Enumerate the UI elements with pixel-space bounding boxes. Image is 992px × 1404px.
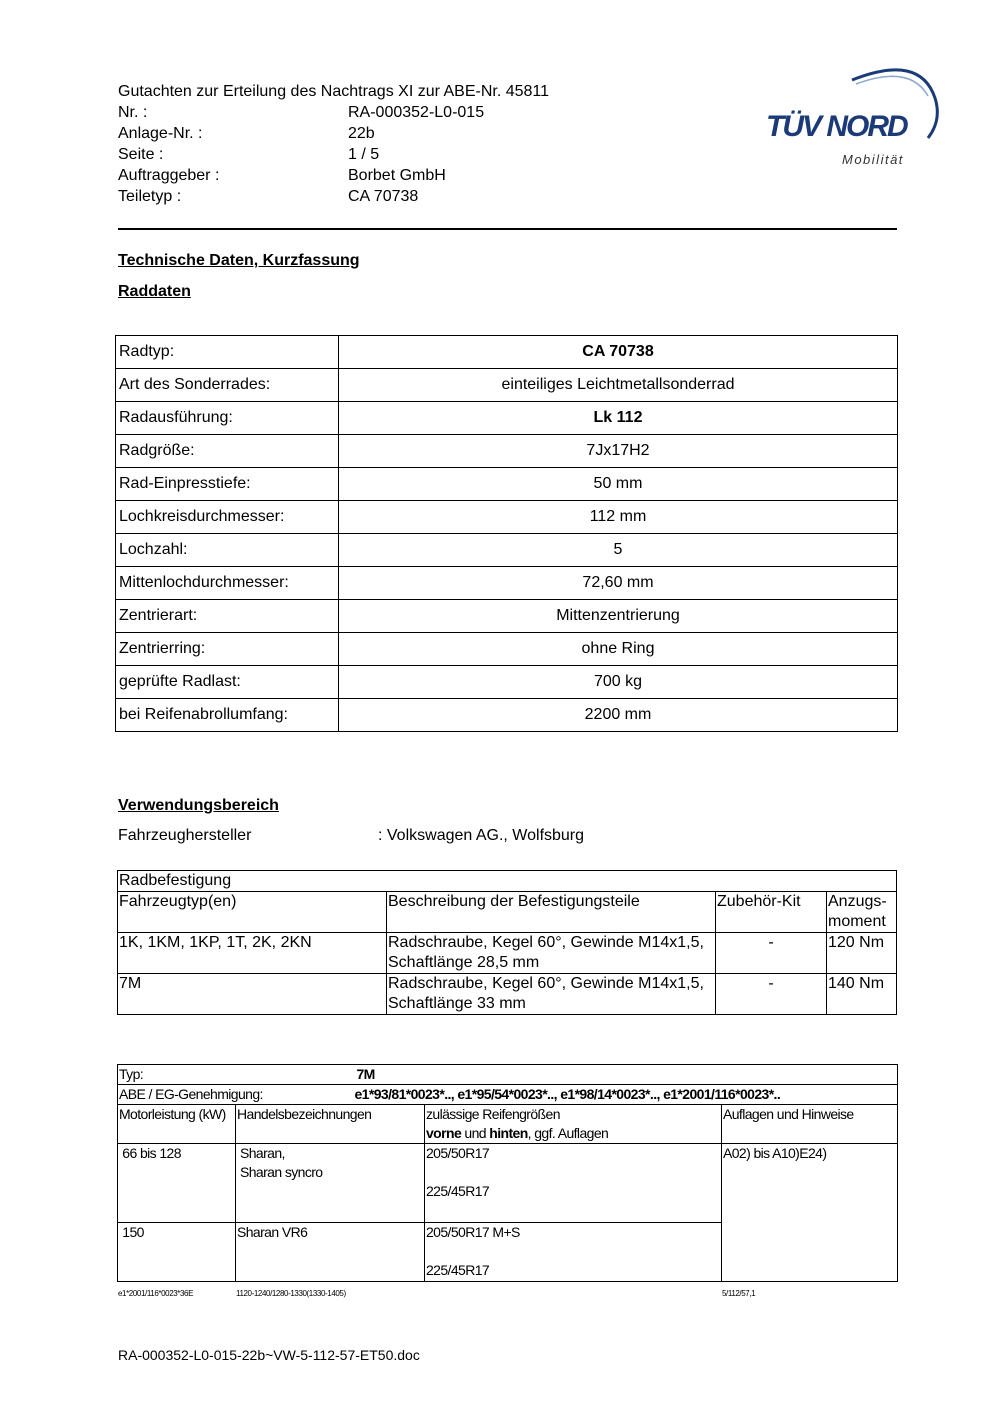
raddaten-label: Radtyp: xyxy=(116,336,339,369)
befest-beschreibung: Radschraube, Kegel 60°, Gewinde M14x1,5, Schaftlänge 33 mm xyxy=(387,974,716,1015)
raddaten-value: ohne Ring xyxy=(339,633,898,666)
tires-cell xyxy=(425,1223,722,1282)
table-row xyxy=(116,468,898,501)
tire-line: 205/50R17 xyxy=(426,1145,490,1161)
table-row xyxy=(116,402,898,435)
header-field-value: CA 70738 xyxy=(348,188,419,205)
section-title-tech: Technische Daten, Kurzfassung xyxy=(118,252,360,269)
header-field-label: Seite : xyxy=(118,146,164,163)
raddaten-value: Lk 112 xyxy=(339,402,898,435)
header-field-value: RA-000352-L0-015 xyxy=(348,104,485,121)
header-field-row xyxy=(118,186,678,207)
table-row xyxy=(116,435,898,468)
names-cell xyxy=(236,1223,425,1282)
table-row xyxy=(118,974,897,1015)
raddaten-value: CA 70738 xyxy=(339,336,898,369)
name-line: Sharan syncro xyxy=(240,1164,323,1180)
header-field-label: Anlage-Nr. : xyxy=(118,125,203,142)
header-field-value: 22b xyxy=(348,125,375,142)
footnote-abe: e1*2001/116*0023*36E xyxy=(118,1289,194,1298)
raddaten-value: 112 mm xyxy=(339,501,898,534)
header-auflagen: Auflagen und Hinweise xyxy=(722,1105,898,1144)
header-field-value: 1 / 5 xyxy=(348,146,380,163)
kw-cell: 150 xyxy=(118,1223,236,1282)
fahrzeughersteller-row xyxy=(118,827,584,845)
raddaten-label: Lochkreisdurchmesser: xyxy=(116,501,339,534)
header-field-label: Nr. : xyxy=(118,104,148,121)
header-beschreibung: Beschreibung der Befestigungsteile xyxy=(387,892,716,933)
tire-line: 205/50R17 M+S xyxy=(426,1224,520,1240)
auflagen-cell: A02) bis A10)E24) xyxy=(722,1144,898,1282)
header-anzugsmoment: Anzugs-moment xyxy=(827,892,897,933)
raddaten-label: Rad-Einpresstiefe: xyxy=(116,468,339,501)
typ-table xyxy=(117,1064,898,1282)
header-reifengroessen xyxy=(425,1105,722,1144)
tire-line: 225/45R17 xyxy=(426,1183,490,1199)
table-row xyxy=(116,534,898,567)
befest-fahrzeugtyp: 1K, 1KM, 1KP, 1T, 2K, 2KN xyxy=(118,933,387,974)
reifen-header-rest: , ggf. Auflagen xyxy=(527,1125,609,1141)
typ-value: 7M xyxy=(356,1066,375,1082)
raddaten-label: geprüfte Radlast: xyxy=(116,666,339,699)
table-row xyxy=(116,699,898,732)
header-field-row xyxy=(118,123,678,144)
raddaten-value: 700 kg xyxy=(339,666,898,699)
table-row xyxy=(116,600,898,633)
header-divider xyxy=(118,228,897,230)
document-title: Gutachten zur Erteilung des Nachtrags XI zur ABE-Nr. 45811 xyxy=(118,83,550,100)
names-cell xyxy=(236,1144,425,1223)
table-row xyxy=(116,336,898,369)
raddaten-label: bei Reifenabrollumfang: xyxy=(116,699,339,732)
header-field-row xyxy=(118,165,678,186)
logo-subtitle: Mobilität xyxy=(842,152,904,167)
raddaten-label: Art des Sonderrades: xyxy=(116,369,339,402)
table-row xyxy=(118,933,897,974)
header-fields xyxy=(118,102,678,207)
footnote-range: 1120-1240/1280-1330(1330-1405) xyxy=(236,1289,346,1298)
footnote-lk: 5/112/57,1 xyxy=(722,1289,756,1298)
name-line: Sharan, xyxy=(240,1145,285,1161)
raddaten-value: 2200 mm xyxy=(339,699,898,732)
raddaten-value: einteiliges Leichtmetallsonderrad xyxy=(339,369,898,402)
raddaten-label: Radausführung: xyxy=(116,402,339,435)
reifen-header-line1: zulässige Reifengrößen xyxy=(426,1106,560,1122)
radbefestigung-title: Radbefestigung xyxy=(118,871,897,892)
abe-value: e1*93/81*0023*.., e1*95/54*0023*.., e1*98/14*0023*.., e1*2001/116*0023*.. xyxy=(354,1086,781,1102)
header-field-label: Auftraggeber : xyxy=(118,167,220,184)
befest-fahrzeugtyp: 7M xyxy=(118,974,387,1015)
tuv-nord-logo xyxy=(760,58,940,173)
raddaten-value: 7Jx17H2 xyxy=(339,435,898,468)
reifen-header-und: und xyxy=(461,1125,490,1141)
raddaten-label: Zentrierart: xyxy=(116,600,339,633)
reifen-header-vorne: vorne xyxy=(426,1125,462,1141)
raddaten-label: Radgröße: xyxy=(116,435,339,468)
table-row xyxy=(116,633,898,666)
raddaten-value: 50 mm xyxy=(339,468,898,501)
document-footer: RA-000352-L0-015-22b~VW-5-112-57-ET50.doc xyxy=(118,1347,420,1363)
befest-kit: - xyxy=(716,974,827,1015)
table-row xyxy=(116,501,898,534)
header-handelsbezeichnungen: Handelsbezeichnungen xyxy=(236,1105,425,1144)
radbefestigung-table xyxy=(117,870,897,1015)
document-header xyxy=(118,81,678,207)
header-zubehoer-kit: Zubehör-Kit xyxy=(716,892,827,933)
header-motorleistung: Motorleistung (kW) xyxy=(118,1105,236,1144)
raddaten-label: Zentrierring: xyxy=(116,633,339,666)
tire-line: 225/45R17 xyxy=(426,1262,490,1278)
raddaten-label: Mittenlochdurchmesser: xyxy=(116,567,339,600)
befest-moment: 140 Nm xyxy=(827,974,897,1015)
header-fahrzeugtyp: Fahrzeugtyp(en) xyxy=(118,892,387,933)
section-title-raddaten: Raddaten xyxy=(118,283,191,300)
table-row xyxy=(116,666,898,699)
header-field-row xyxy=(118,144,678,165)
kw-cell: 66 bis 128 xyxy=(118,1144,236,1223)
reifen-header-hinten: hinten xyxy=(489,1125,528,1141)
befest-beschreibung: Radschraube, Kegel 60°, Gewinde M14x1,5, Schaftlänge 28,5 mm xyxy=(387,933,716,974)
fahrzeughersteller-label: Fahrzeughersteller xyxy=(118,827,252,844)
fahrzeughersteller-value: : Volkswagen AG., Wolfsburg xyxy=(378,827,585,844)
raddaten-label: Lochzahl: xyxy=(116,534,339,567)
name-line: Sharan VR6 xyxy=(237,1224,308,1240)
typ-label: Typ: xyxy=(118,1065,425,1085)
raddaten-value: 5 xyxy=(339,534,898,567)
table-row xyxy=(116,369,898,402)
header-field-label: Teiletyp : xyxy=(118,188,182,205)
befest-kit: - xyxy=(716,933,827,974)
table-row xyxy=(116,567,898,600)
logo-text: TÜV NORD xyxy=(766,110,907,143)
header-field-row xyxy=(118,102,678,123)
tires-cell xyxy=(425,1144,722,1223)
header-field-value: Borbet GmbH xyxy=(348,167,446,184)
section-title-verwendung: Verwendungsbereich xyxy=(118,797,279,814)
befest-moment: 120 Nm xyxy=(827,933,897,974)
abe-label: ABE / EG-Genehmigung: xyxy=(118,1085,425,1105)
raddaten-table xyxy=(115,335,898,732)
raddaten-value: 72,60 mm xyxy=(339,567,898,600)
raddaten-value: Mittenzentrierung xyxy=(339,600,898,633)
